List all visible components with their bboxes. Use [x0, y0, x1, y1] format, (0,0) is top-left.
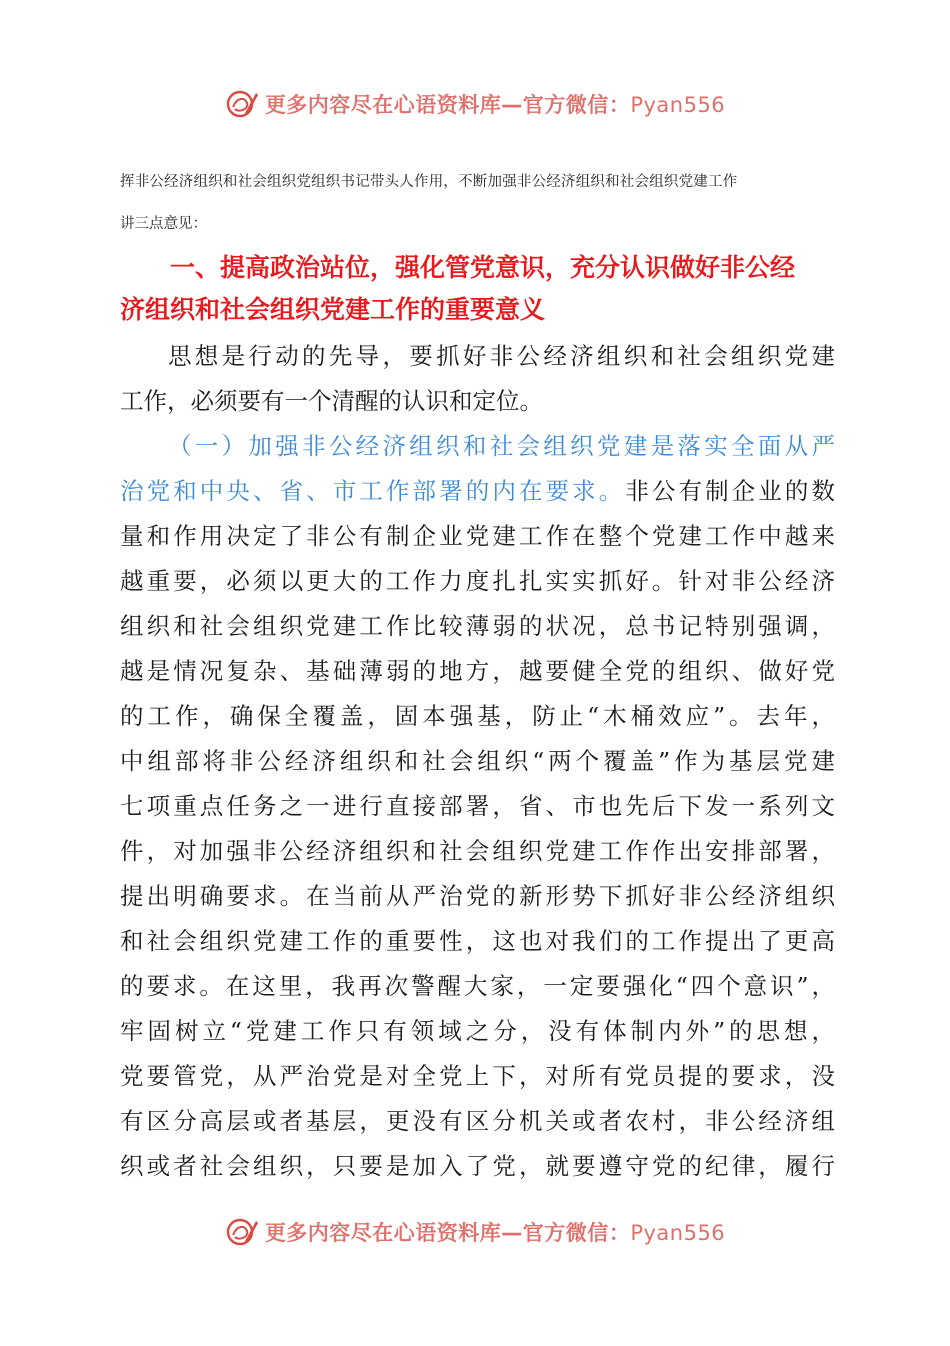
paragraph-line: 中组部将非公经济组织和社会组织“两个覆盖”作为基层党建 — [120, 747, 835, 775]
paragraph-intro — [120, 334, 835, 424]
banner-text: 更多内容尽在心语资料库—官方微信：Pyan556 — [264, 1221, 726, 1245]
paragraph-line: 的工作，确保全覆盖，固本强基，防止“木桶效应”。去年， — [120, 702, 835, 730]
subheading-line-1: （一）加强非公经济组织和社会组织党建是落实全面从严 — [168, 432, 835, 460]
banner-text: 更多内容尽在心语资料库—官方微信：Pyan556 — [264, 93, 726, 117]
paragraph-line: 组织和社会组织党建工作比较薄弱的状况，总书记特别强调， — [120, 612, 835, 640]
paragraph-line: 工作，必须要有一个清醒的认识和定位。 — [120, 387, 543, 415]
section-heading — [120, 247, 835, 331]
paragraph-line — [120, 469, 835, 514]
heading-line-1: 一、提高政治站位，强化管党意识，充分认识做好非公经 — [170, 253, 796, 282]
paragraph-line: 七项重点任务之一进行直接部署，省、市也先后下发一系列文 — [120, 792, 835, 820]
paragraph-line: 牢固树立“党建工作只有领域之分，没有体制内外”的思想， — [120, 1017, 835, 1045]
paragraph-line: 有区分高层或者基层，更没有区分机关或者农村，非公经济组 — [120, 1107, 835, 1135]
header-banner — [0, 84, 950, 124]
subheading-line-2: 治党和中央、省、市工作部署的内在要求。 — [120, 477, 626, 505]
paragraph-main — [120, 424, 835, 1189]
footer-banner — [0, 1212, 950, 1252]
paragraph-line: 思想是行动的先导，要抓好非公经济组织和社会组织党建 — [168, 342, 835, 370]
paragraph-line: 量和作用决定了非公有制企业党建工作在整个党建工作中越来 — [120, 522, 835, 550]
paragraph-line: 党要管党，从严治党是对全党上下，对所有党员提的要求，没 — [120, 1062, 835, 1090]
pen-swirl-logo-icon — [225, 87, 259, 121]
paragraph-line: 提出明确要求。在当前从严治党的新形势下抓好非公经济组织 — [120, 882, 835, 910]
paragraph-line: 的要求。在这里，我再次警醒大家，一定要强化“四个意识”， — [120, 972, 835, 1000]
intro-line-2: 讲三点意见： — [120, 216, 207, 232]
heading-line-2: 济组织和社会组织党建工作的重要意义 — [120, 295, 546, 324]
paragraph-line: 越重要，必须以更大的工作力度扎扎实实抓好。针对非公经济 — [120, 567, 835, 595]
intro-line-1: 挥非公经济组织和社会组织党组织书记带头人作用，不断加强非公经济组织和社会组织党建工作 — [120, 174, 738, 190]
paragraph-line: 织或者社会组织，只要是加入了党，就要遵守党的纪律，履行 — [120, 1152, 835, 1180]
paragraph-line: 越是情况复杂、基础薄弱的地方，越要健全党的组织、做好党 — [120, 657, 835, 685]
paragraph-line-rest: 非公有制企业的数 — [625, 477, 836, 505]
paragraph-line: 和社会组织党建工作的重要性，这也对我们的工作提出了更高 — [120, 927, 835, 955]
paragraph-line: 件，对加强非公经济组织和社会组织党建工作作出安排部署， — [120, 837, 835, 865]
pen-swirl-logo-icon — [225, 1215, 259, 1249]
